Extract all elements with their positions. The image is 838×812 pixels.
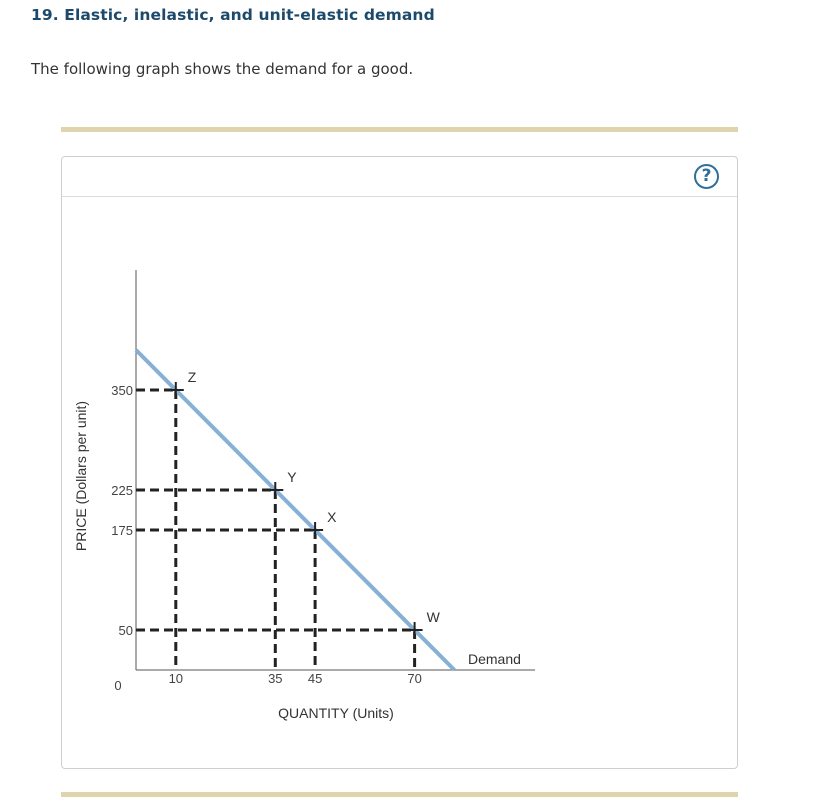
question-title: 19. Elastic, inelastic, and unit-elastic demand [31,6,435,24]
demand-series [136,350,454,670]
y-tick-label: 175 [111,523,133,538]
y-tick-label: 50 [118,623,133,638]
help-icon[interactable]: ? [694,164,719,189]
point-label-z: Z [187,369,197,385]
bottom-divider [61,792,738,797]
point-label-w: W [426,609,440,625]
point-label-y: Y [287,469,297,485]
y-tick-label: 225 [111,483,133,498]
demand-curve [136,350,454,670]
x-tick-label: 35 [268,671,283,686]
chart-axes [136,270,535,670]
origin-label: 0 [114,678,122,693]
x-tick-label: 70 [407,671,422,686]
x-tick-label: 45 [307,671,323,686]
x-axis-title: QUANTITY (Units) [278,705,394,721]
y-axis-title: PRICE (Dollars per unit) [73,400,89,552]
dashed-guides [136,390,415,670]
y-tick-label: 350 [111,383,133,398]
demand-label: Demand [468,651,521,667]
x-tick-label: 10 [168,671,184,686]
question-intro: The following graph shows the demand for a good. [31,60,414,78]
point-label-x: X [327,509,337,525]
